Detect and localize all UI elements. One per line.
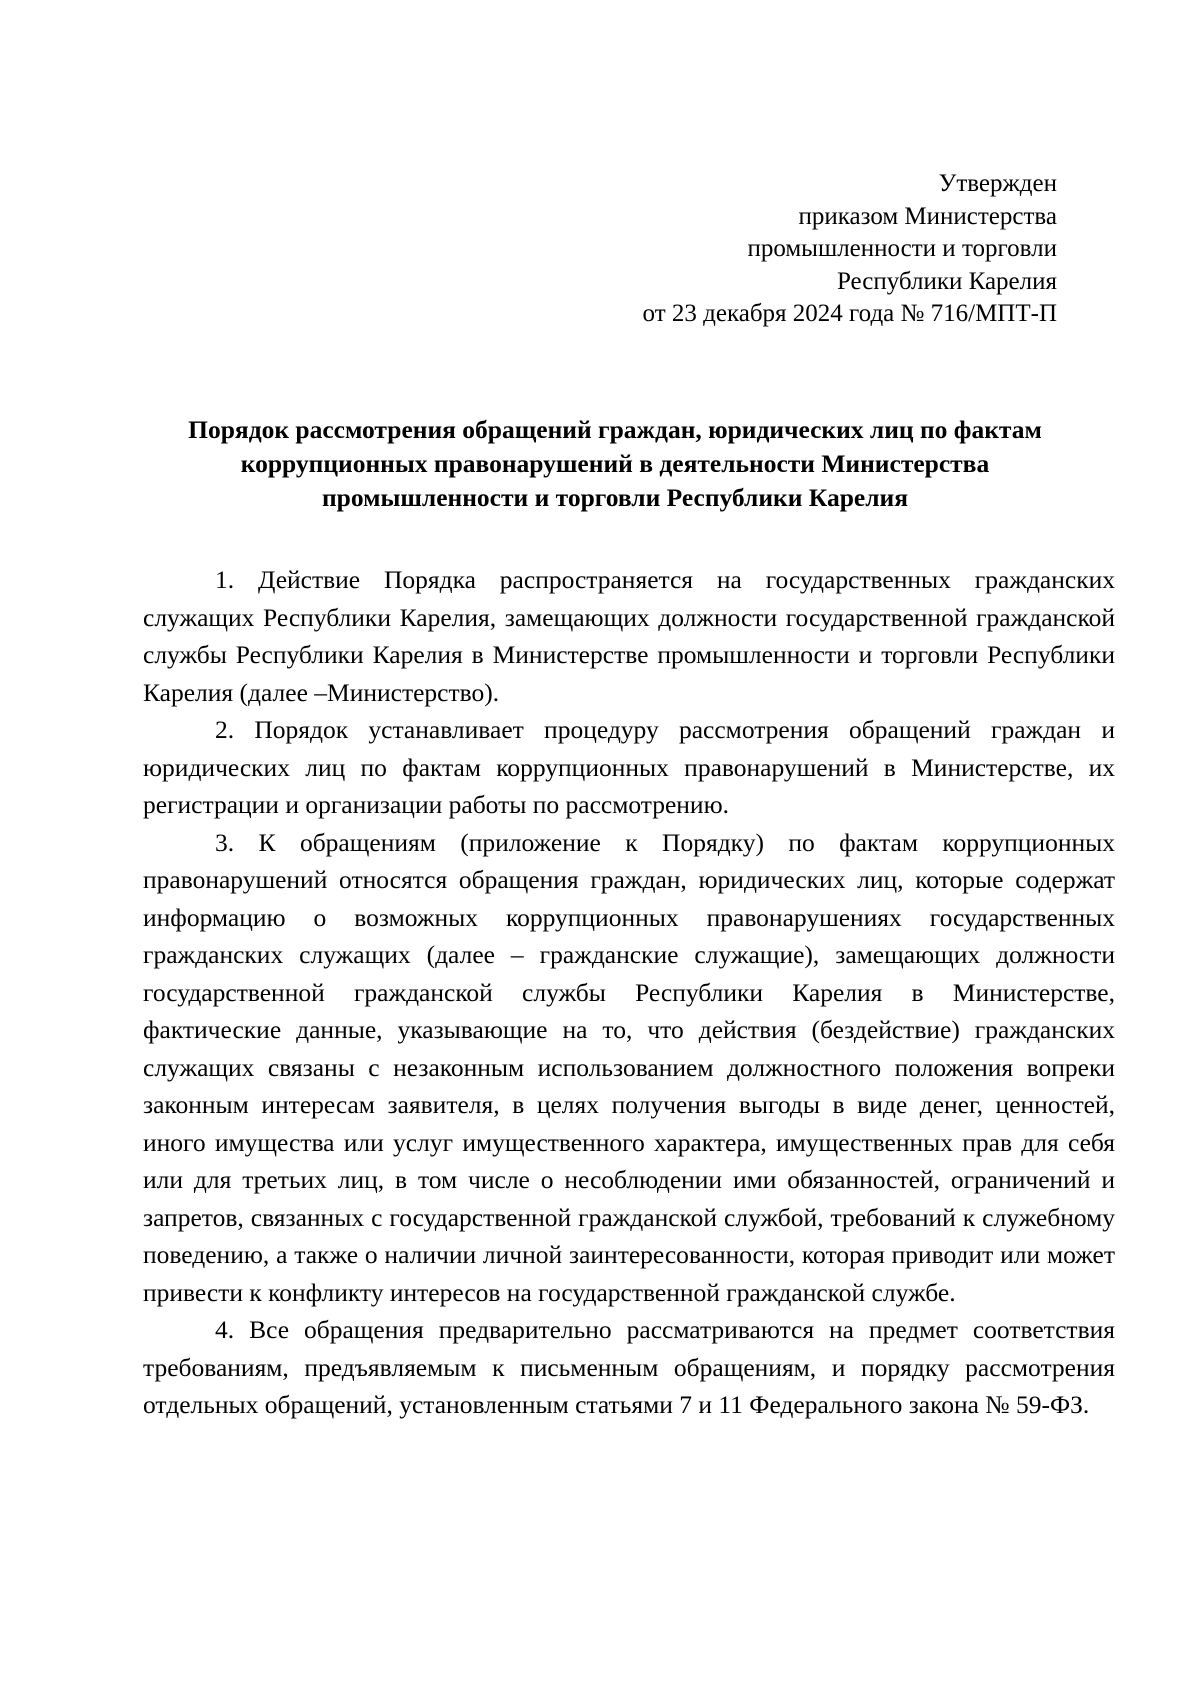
paragraph-4: 4. Все обращения предварительно рассматриваются на предмет соответствия требованиям, предъявляемым к письменным обращениям, и порядку рассмотрения отдельных обращений, установленным статьями 7 и 11 Федерального закона № 59-ФЗ. bbox=[143, 1315, 1115, 1419]
approval-stamp-block bbox=[643, 168, 1057, 331]
title-line-2: коррупционных правонарушений в деятельности Министерства bbox=[240, 449, 990, 478]
approval-line-ministry: промышленности и торговли bbox=[747, 235, 1057, 262]
approval-line-approved: Утвержден bbox=[938, 170, 1057, 197]
approval-line-date-number: от 23 декабря 2024 года № 716/МПТ-П bbox=[642, 300, 1057, 327]
title-line-1: Порядок рассмотрения обращений граждан, юридических лиц по фактам bbox=[188, 415, 1042, 444]
document-body bbox=[143, 561, 1115, 1424]
paragraph-1: 1. Действие Порядка распространяется на государственных гражданских служащих Республики Карелия, замещающих должности государственной гражданской службы Республики Карелия в Министерстве промышленности и торговли Республики Карелия (далее –Министерство). bbox=[143, 565, 1115, 707]
paragraph-3: 3. К обращениям (приложение к Порядку) по фактам коррупционных правонарушений относятся обращения граждан, юридических лиц, которые содержат информацию о возможных коррупционных правонарушениях государственных гражданских служащих (далее – гражданские служащие), замещающих должности государственной гражданской службы Республики Карелия в Министерстве, фактические данные, указывающие на то, что действия (бездействие) гражданских служащих связаны с незаконным использованием должностного положения вопреки законным интересам заявителя, в целях получения выгоды в виде денег, ценностей, иного имущества или услуг имущественного характера, имущественных прав для себя или для третьих лиц, в том числе о несоблюдении ими обязанностей, ограничений и запретов, связанных с государственной гражданской службой, требований к служебному поведению, а также о наличии личной заинтересованности, которая приводит или может привести к конфликту интересов на государственной гражданской службе. bbox=[143, 827, 1115, 1307]
approval-line-republic: Республики Карелия bbox=[836, 267, 1057, 295]
approval-line-order: приказом Министерства bbox=[798, 202, 1057, 230]
document-title bbox=[130, 413, 1100, 515]
title-line-3: промышленности и торговли Республики Карелия bbox=[321, 483, 909, 512]
paragraph-2: 2. Порядок устанавливает процедуру рассмотрения обращений граждан и юридических лиц по фактам коррупционных правонарушений в Министерстве, их регистрации и организации работы по рассмотрению. bbox=[143, 715, 1115, 819]
